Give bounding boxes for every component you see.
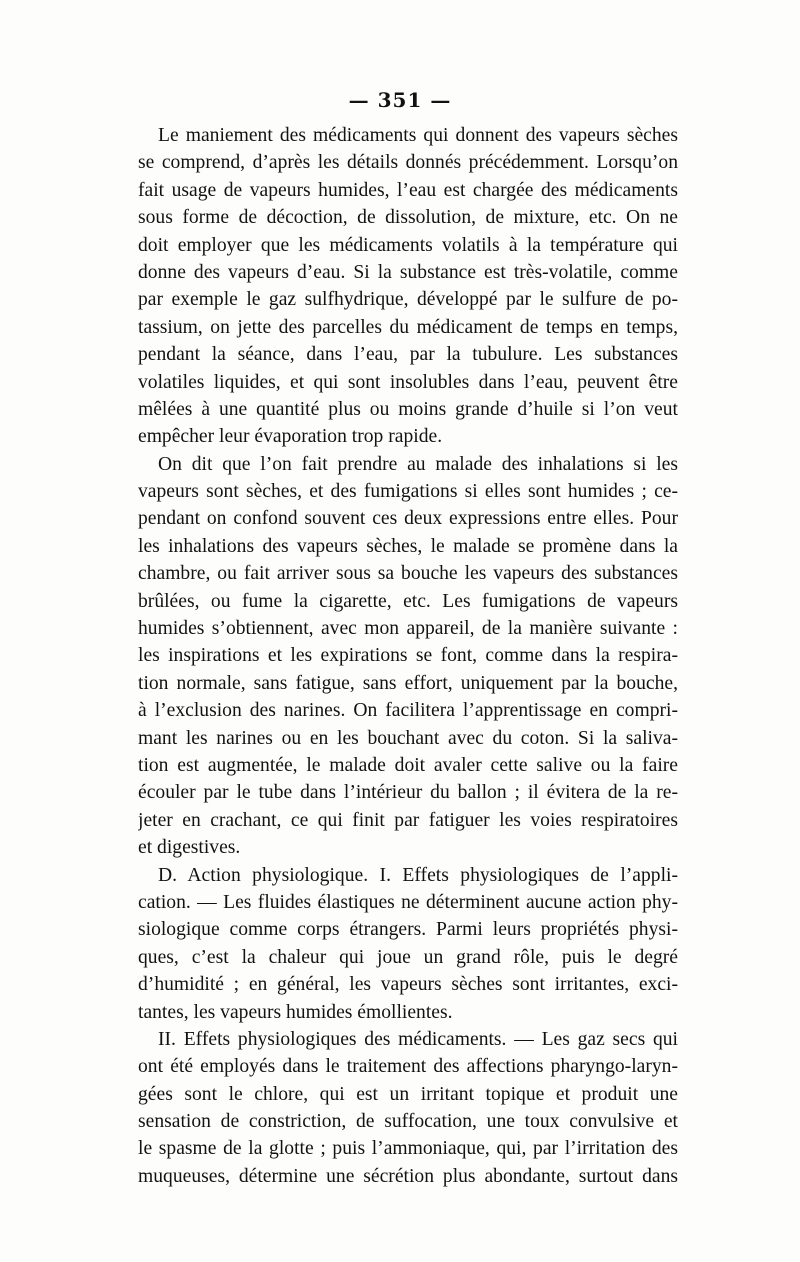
text-line: tantes, les vapeurs humides émollientes. bbox=[138, 1001, 453, 1023]
text-line: pendant la séance, dans l’eau, par la tubulure. Les substances bbox=[138, 344, 678, 366]
text-line: cation. — Les fluides élastiques ne déterminent aucune action phy- bbox=[138, 891, 678, 913]
text-line: doit employer que les médicaments volatils à la température qui bbox=[138, 234, 678, 256]
text-line: se comprend, d’après les détails donnés précédemment. Lorsqu’on bbox=[138, 152, 678, 174]
text-line: vapeurs sont sèches, et des fumigations si elles sont humides ; ce- bbox=[138, 481, 678, 503]
text-line: donne des vapeurs d’eau. Si la substance est très-volatile, comme bbox=[138, 261, 678, 283]
text-line: par exemple le gaz sulfhydrique, développé par le sulfure de po- bbox=[138, 289, 678, 311]
text-line: sous forme de décoction, de dissolution, de mixture, etc. On ne bbox=[138, 207, 678, 229]
text-line: volatiles liquides, et qui sont insolubles dans l’eau, peuvent être bbox=[138, 371, 678, 393]
text-line: chambre, ou fait arriver sous sa bouche les vapeurs des substances bbox=[138, 563, 678, 585]
text-line: tion normale, sans fatigue, sans effort, uniquement par la bouche, bbox=[138, 672, 678, 694]
text-line: muqueuses, détermine une sécrétion plus abondante, surtout dans bbox=[138, 1165, 678, 1187]
text-line: brûlées, ou fume la cigarette, etc. Les fumigations de vapeurs bbox=[138, 590, 678, 612]
text-line: Le maniement des médicaments qui donnent des vapeurs sèches bbox=[158, 125, 678, 146]
text-line: ques, c’est la chaleur qui joue un grand rôle, puis le degré bbox=[138, 946, 678, 968]
text-line: mant les narines ou en les bouchant avec du coton. Si la saliva- bbox=[138, 727, 678, 749]
text-line: pendant on confond souvent ces deux expressions entre elles. Pour bbox=[138, 508, 678, 530]
text-line: le spasme de la glotte ; puis l’ammoniaque, qui, par l’irritation des bbox=[138, 1138, 678, 1160]
text-line: sensation de constriction, de suffocation, une toux convulsive et bbox=[138, 1111, 678, 1133]
text-line: ont été employés dans le traitement des affections pharyngo-laryn- bbox=[138, 1056, 678, 1078]
text-line: On dit que l’on fait prendre au malade des inhalations si les bbox=[158, 453, 678, 475]
text-line: et digestives. bbox=[138, 837, 241, 859]
text-line: tassium, on jette des parcelles du médicament de temps en temps, bbox=[138, 316, 678, 338]
text-line: D. Action physiologique. I. Effets physiologiques de l’appli- bbox=[158, 864, 678, 886]
text-line: gées sont le chlore, qui est un irritant topique et produit une bbox=[138, 1083, 678, 1105]
text-line: siologique comme corps étrangers. Parmi leurs propriétés physi- bbox=[138, 919, 678, 941]
text-line: tion est augmentée, le malade doit avaler cette salive ou la faire bbox=[138, 754, 678, 776]
text-line: jeter en crachant, ce qui finit par fatiguer les voies respiratoires bbox=[138, 809, 678, 831]
text-line: mêlées à une quantité plus ou moins grande d’huile si l’on veut bbox=[138, 398, 678, 420]
page-number: — 351 — bbox=[348, 88, 452, 112]
text-line: fait usage de vapeurs humides, l’eau est chargée des médicaments bbox=[138, 179, 678, 201]
text-line: d’humidité ; en général, les vapeurs sèches sont irritantes, exci- bbox=[138, 974, 678, 996]
text-line: humides s’obtiennent, avec mon appareil, de la manière suivante : bbox=[138, 618, 678, 640]
text-line: à l’exclusion des narines. On facilitera l’apprentissage en compri- bbox=[138, 700, 678, 722]
body-text bbox=[138, 122, 678, 1190]
text-line: empêcher leur évaporation trop rapide. bbox=[138, 426, 443, 448]
text-line: II. Effets physiologiques des médicaments. — Les gaz secs qui bbox=[158, 1028, 678, 1050]
text-line: écouler par le tube dans l’intérieur du ballon ; il évitera de la re- bbox=[138, 782, 678, 804]
text-line: les inspirations et les expirations se font, comme dans la respira- bbox=[138, 645, 678, 667]
text-line: les inhalations des vapeurs sèches, le malade se promène dans la bbox=[138, 535, 678, 557]
